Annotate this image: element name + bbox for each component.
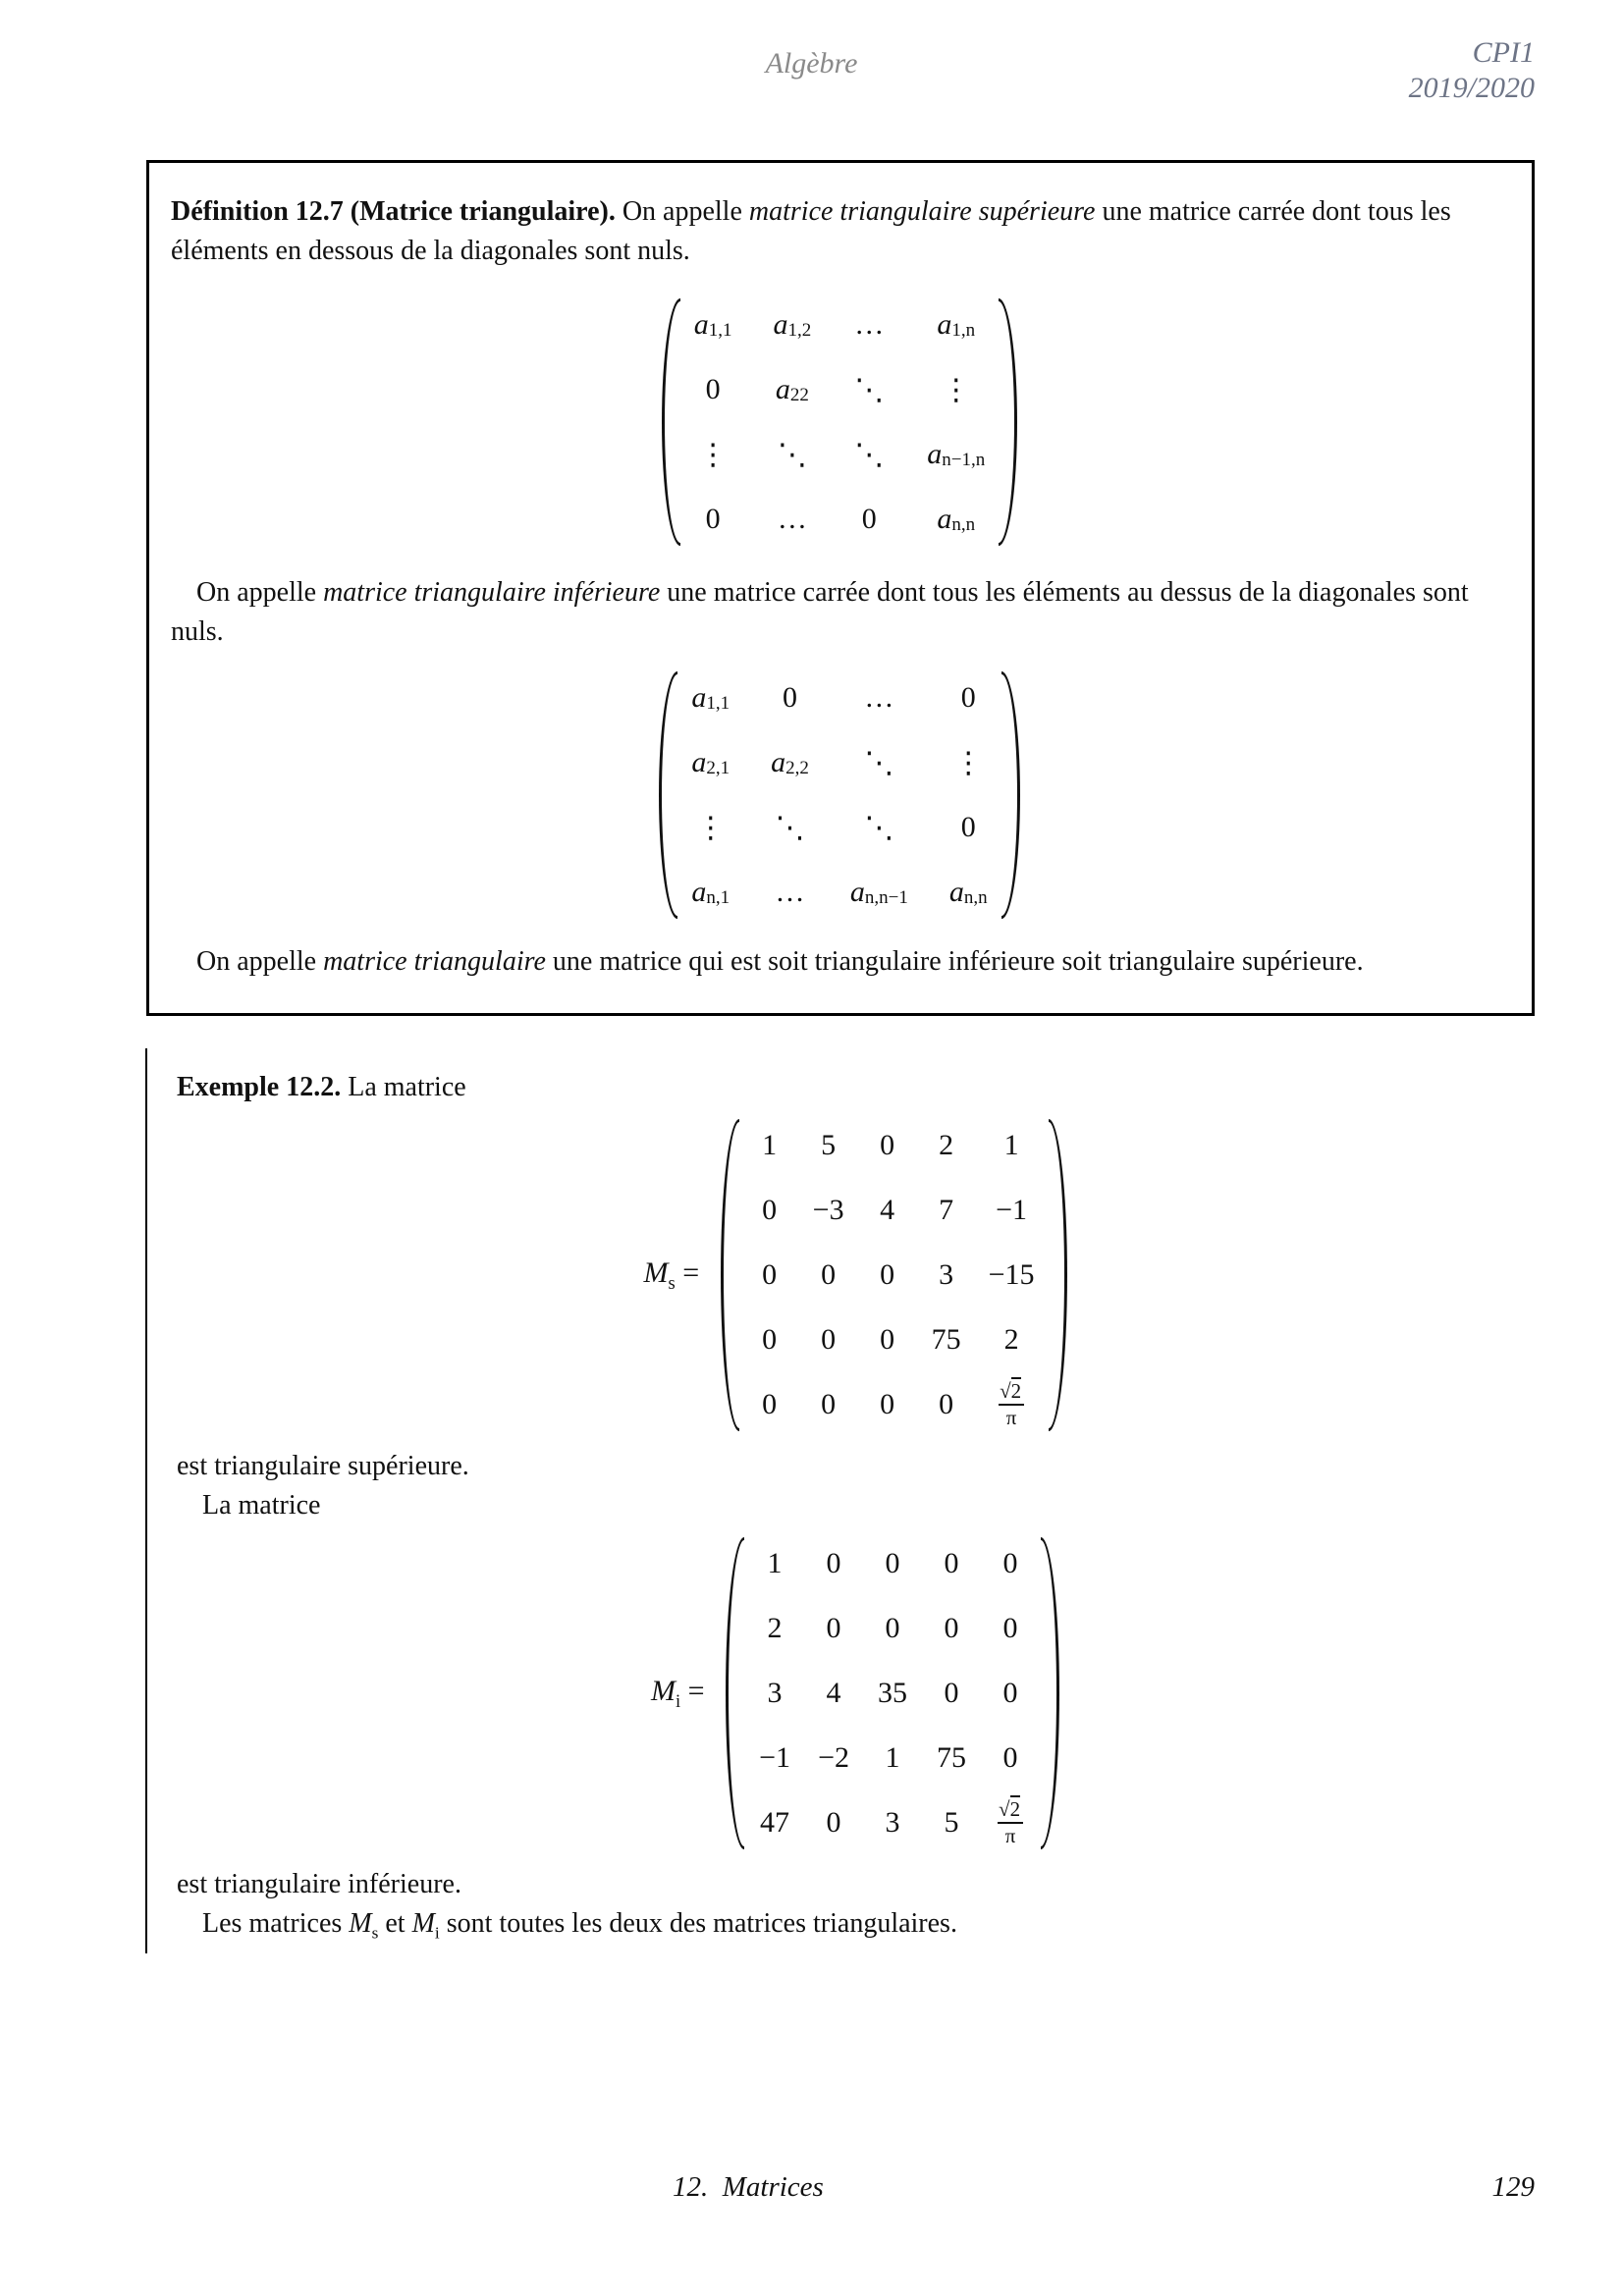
right-paren-icon xyxy=(999,298,1017,546)
matrix-cell: 0 xyxy=(821,1323,837,1356)
matrix-cell: … xyxy=(864,681,894,714)
matrix-cell: $\frac{√2}{\pi}$ xyxy=(989,1372,1035,1437)
header-course-title: Algèbre xyxy=(765,47,858,80)
matrix-cell: $\frac{√2}{\pi}$ xyxy=(994,1790,1027,1855)
matrix-cell: ⋱ xyxy=(864,811,894,844)
matrix-cell: 0 xyxy=(944,1677,959,1709)
matrix-cell: 1 xyxy=(1003,1129,1019,1161)
matrix-cell: 1 xyxy=(762,1129,778,1161)
matrix-lower-grid xyxy=(677,666,1001,925)
matrix-cell: 35 xyxy=(878,1677,908,1709)
matrix-cell: −1 xyxy=(759,1741,790,1774)
matrix-cell: … xyxy=(854,308,885,341)
matrix-cell: 0 xyxy=(1002,1677,1018,1709)
example-heading: Exemple 12.2. La matrice xyxy=(177,1072,466,1102)
matrix-cell: 0 xyxy=(821,1258,837,1291)
matrix-cell: ⋱ xyxy=(777,438,807,471)
matrix-mi-line xyxy=(177,1531,1534,1855)
matrix-cell: a $_{n,1}$ xyxy=(691,876,730,908)
matrix-cell: a $_{1,1}$ xyxy=(693,308,732,341)
matrix-cell: 75 xyxy=(931,1323,961,1356)
matrix-cell: ⋮ xyxy=(698,438,729,471)
matrix-cell: 0 xyxy=(960,681,976,714)
matrix-cell: 0 xyxy=(762,1194,778,1226)
matrix-cell: … xyxy=(775,876,805,908)
matrix-cell: 0 xyxy=(826,1612,841,1644)
example-block xyxy=(145,1048,1534,1953)
header-program: CPI1 xyxy=(1472,36,1535,69)
definition-paragraph-3: On appelle matrice triangulaire une matrice qui est soit triangulaire inférieure soit triangulaire supérieure. xyxy=(196,946,1364,977)
matrix-cell: a $_{n,n-1}$ xyxy=(849,876,908,908)
matrix-cell: 0 xyxy=(762,1388,778,1420)
matrix-ms-line xyxy=(177,1113,1534,1437)
matrix-cell: a $_{1,2}$ xyxy=(773,308,812,341)
matrix-cell: 4 xyxy=(826,1677,841,1709)
matrix-cell: 2 xyxy=(767,1612,783,1644)
matrix-cell: 3 xyxy=(939,1258,954,1291)
footer-section-title: 12. Matrices xyxy=(673,2171,824,2203)
matrix-cell: 3 xyxy=(767,1677,783,1709)
matrix-cell: 0 xyxy=(880,1129,895,1161)
matrix-cell: 5 xyxy=(821,1129,837,1161)
matrix-cell: 0 xyxy=(944,1547,959,1579)
header-right-block xyxy=(1409,35,1535,106)
left-paren-icon xyxy=(659,671,677,919)
matrix-mi xyxy=(726,1531,1059,1855)
matrix-cell: −2 xyxy=(818,1741,849,1774)
footer-page-number: 129 xyxy=(1491,2171,1535,2203)
matrix-cell: 0 xyxy=(762,1323,778,1356)
matrix-cell: 2 xyxy=(939,1129,954,1161)
upper-triangular-matrix-line xyxy=(171,293,1508,552)
matrix-cell: ⋱ xyxy=(854,438,885,471)
matrix-cell: 75 xyxy=(937,1741,967,1774)
matrix-upper-grid xyxy=(680,293,999,552)
matrix-cell: a $_{1,n}$ xyxy=(937,308,976,341)
matrix-upper-triangular xyxy=(662,293,1017,552)
matrix-cell: ⋮ xyxy=(695,811,726,844)
matrix-cell: 0 xyxy=(880,1323,895,1356)
matrix-cell: a $_{2,1}$ xyxy=(691,746,730,778)
matrix-cell: 1 xyxy=(767,1547,783,1579)
matrix-mi-grid xyxy=(744,1531,1041,1855)
matrix-cell: ⋱ xyxy=(854,373,885,406)
matrix-cell: 0 xyxy=(880,1388,895,1420)
matrix-cell: −1 xyxy=(996,1194,1028,1226)
matrix-cell: 47 xyxy=(760,1806,790,1839)
left-paren-icon xyxy=(662,298,680,546)
matrix-cell: ⋮ xyxy=(953,746,984,779)
example-closing-line: Les matrices $M_s$ et $M_i$ sont toutes les deux des matrices triangulaires. xyxy=(202,1908,957,1943)
matrix-cell: a $_{n,n}$ xyxy=(937,503,976,535)
example-text-la-matrice: La matrice xyxy=(202,1490,321,1521)
matrix-ms xyxy=(721,1113,1067,1437)
right-paren-icon xyxy=(1001,671,1020,919)
matrix-cell: 2 xyxy=(1003,1323,1019,1356)
example-text-superieure: est triangulaire supérieure. xyxy=(177,1451,469,1481)
matrix-cell: a $_{22}$ xyxy=(775,373,809,405)
matrix-cell: 0 xyxy=(861,503,877,535)
matrix-cell: 0 xyxy=(762,1258,778,1291)
matrix-cell: 5 xyxy=(944,1806,959,1839)
example-text-inferieure: est triangulaire inférieure. xyxy=(177,1869,461,1899)
matrix-cell: 0 xyxy=(885,1612,900,1644)
matrix-cell: 0 xyxy=(705,503,721,535)
matrix-cell: a $_{n,n}$ xyxy=(948,876,988,908)
matrix-cell: 0 xyxy=(880,1258,895,1291)
left-paren-icon xyxy=(721,1119,739,1431)
matrix-cell: 3 xyxy=(885,1806,900,1839)
matrix-cell: 0 xyxy=(1002,1612,1018,1644)
matrix-cell: ⋮ xyxy=(941,373,971,406)
header-year: 2019/2020 xyxy=(1408,72,1535,104)
matrix-ms-label: $M_s$ = xyxy=(643,1255,707,1294)
matrix-cell: 0 xyxy=(960,811,976,843)
lower-triangular-matrix-line xyxy=(171,666,1508,925)
matrix-cell: 0 xyxy=(885,1547,900,1579)
matrix-cell: 0 xyxy=(1002,1741,1018,1774)
matrix-cell: −15 xyxy=(988,1258,1035,1291)
matrix-cell: 0 xyxy=(826,1547,841,1579)
matrix-cell: 0 xyxy=(821,1388,837,1420)
matrix-cell: … xyxy=(777,503,807,535)
matrix-cell: 1 xyxy=(885,1741,900,1774)
matrix-cell: 4 xyxy=(880,1194,895,1226)
matrix-cell: 0 xyxy=(783,681,798,714)
definition-paragraph-2: On appelle matrice triangulaire inférieure une matrice carrée dont tous les éléments au dessus de la diagonales sont nuls. xyxy=(171,577,1469,647)
matrix-ms-grid xyxy=(739,1113,1049,1437)
matrix-lower-triangular xyxy=(659,666,1019,925)
matrix-cell: 0 xyxy=(826,1806,841,1839)
left-paren-icon xyxy=(726,1537,744,1849)
matrix-cell: a $_{2,2}$ xyxy=(771,746,809,778)
matrix-cell: a $_{1,1}$ xyxy=(691,681,730,714)
matrix-mi-label: $M_i$ = xyxy=(650,1674,713,1712)
matrix-cell: ⋱ xyxy=(864,746,894,779)
definition-paragraph-1: Définition 12.7 (Matrice triangulaire). On appelle matrice triangulaire supérieure une matrice carrée dont tous les éléments en dessous de la diagonales sont nuls. xyxy=(171,196,1451,266)
matrix-cell: 0 xyxy=(1002,1547,1018,1579)
matrix-cell: 0 xyxy=(705,373,721,405)
matrix-cell: ⋱ xyxy=(775,811,805,844)
matrix-cell: −3 xyxy=(812,1194,844,1226)
matrix-cell: a $_{n-1,n}$ xyxy=(927,438,986,470)
right-paren-icon xyxy=(1041,1537,1059,1849)
matrix-cell: 0 xyxy=(939,1388,954,1420)
matrix-cell: 0 xyxy=(944,1612,959,1644)
definition-box xyxy=(146,160,1535,1016)
matrix-cell: 7 xyxy=(939,1194,954,1226)
right-paren-icon xyxy=(1049,1119,1067,1431)
